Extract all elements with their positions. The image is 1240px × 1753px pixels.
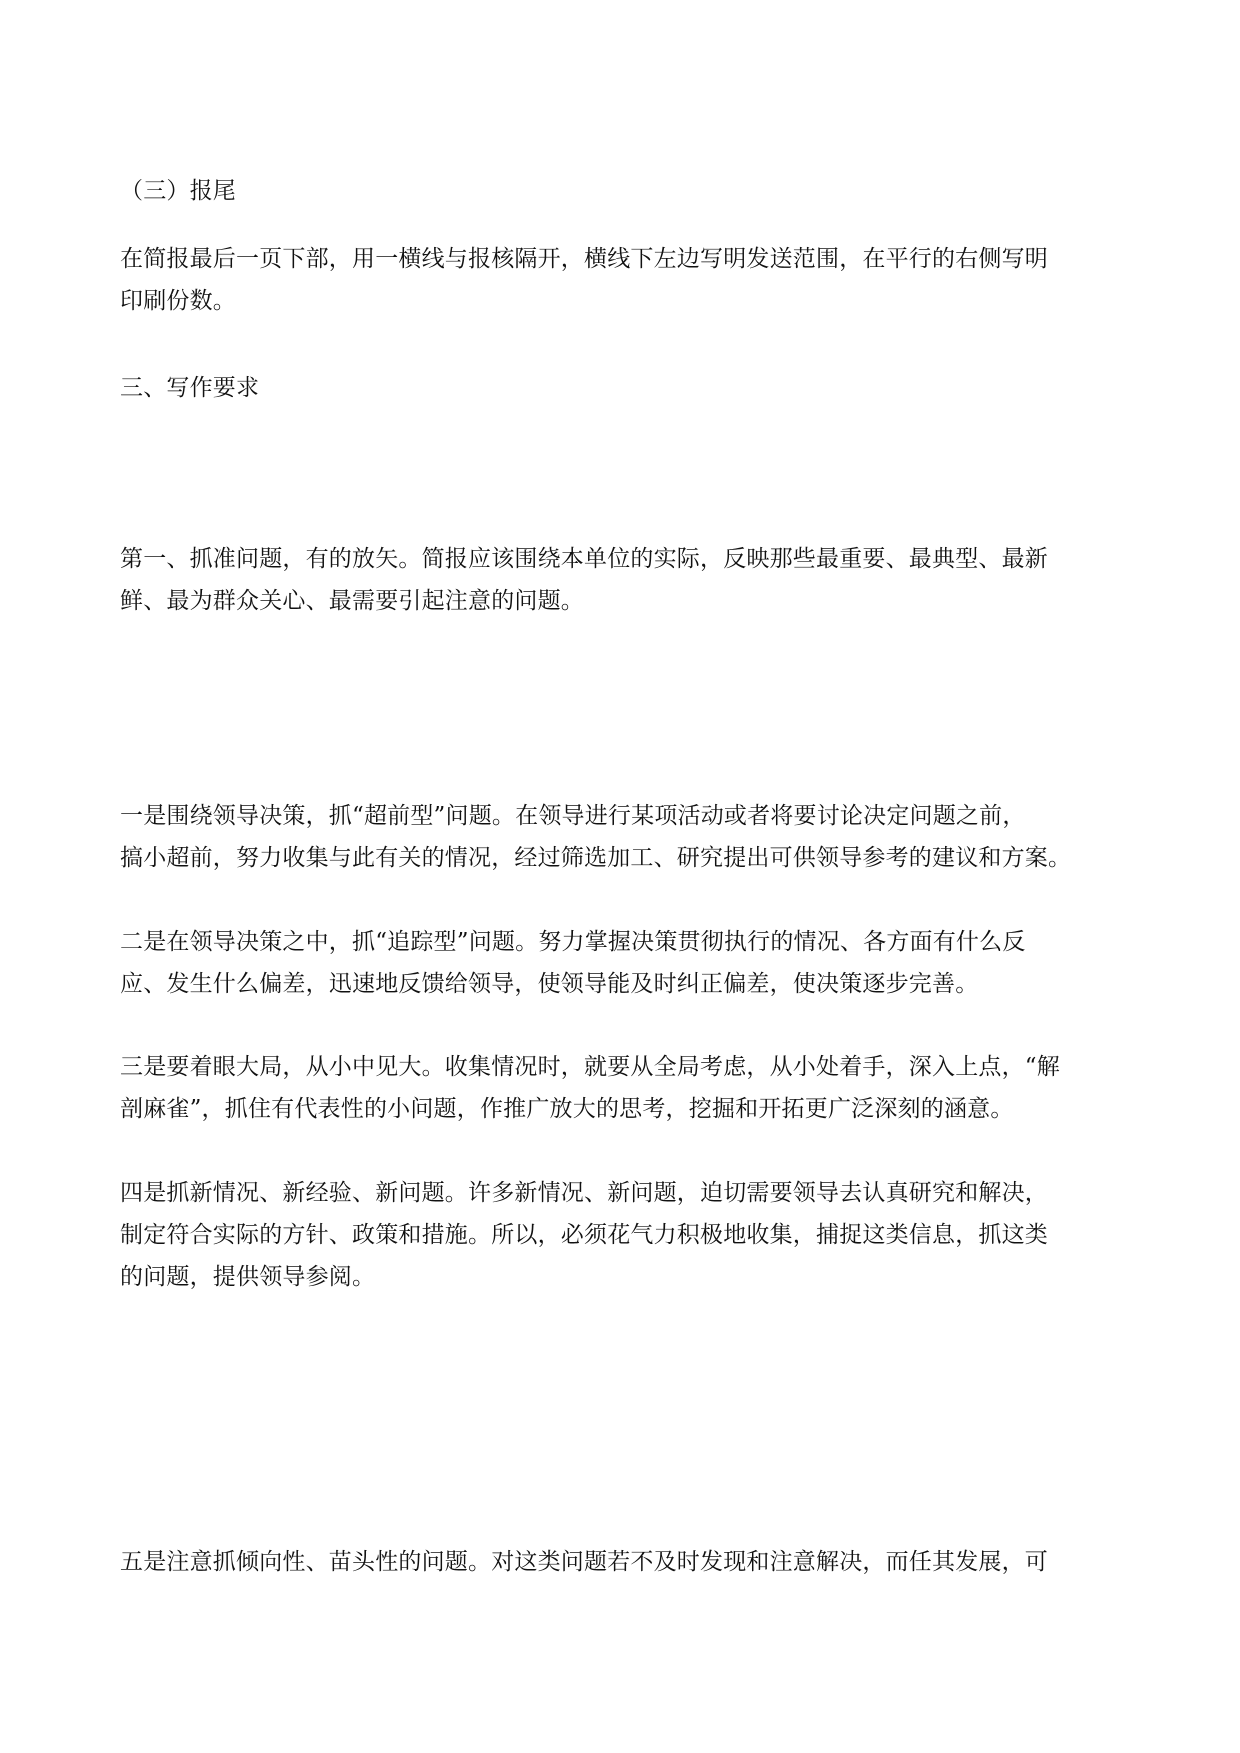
- paragraph-point-two: [120, 921, 1120, 1005]
- paragraph-line: 印刷份数。: [120, 288, 236, 314]
- paragraph-first-requirement: [120, 538, 1120, 622]
- heading-text: 三、写作要求: [120, 375, 260, 401]
- paragraph-line: 的问题，提供领导参阅。: [120, 1264, 376, 1290]
- paragraph-line: 应、发生什么偏差，迅速地反馈给领导，使领导能及时纠正偏差，使决策逐步完善。: [120, 971, 979, 997]
- paragraph-line: 三是要着眼大局，从小中见大。收集情况时，就要从全局考虑，从小处着手，深入上点，“解: [120, 1054, 1060, 1080]
- paragraph-point-three: [120, 1046, 1120, 1130]
- paragraph-line: 搞小超前，努力收集与此有关的情况，经过筛选加工、研究提出可供领导参考的建议和方案。: [120, 845, 1072, 871]
- paragraph-line: 鲜、最为群众关心、最需要引起注意的问题。: [120, 588, 584, 614]
- paragraph-line: 二是在领导决策之中，抓“追踪型”问题。努力掌握决策贯彻执行的情况、各方面有什么反: [120, 929, 1026, 955]
- paragraph-line: 制定符合实际的方针、政策和措施。所以，必须花气力积极地收集，捕捉这类信息，抓这类: [120, 1222, 1048, 1248]
- paragraph-footer-description: [120, 238, 1120, 322]
- section-heading-report-footer: [120, 170, 1120, 212]
- paragraph-line: 在简报最后一页下部，用一横线与报核隔开，横线下左边写明发送范围，在平行的右侧写明: [120, 246, 1048, 272]
- paragraph-line: 五是注意抓倾向性、苗头性的问题。对这类问题若不及时发现和注意解决，而任其发展，可: [120, 1549, 1048, 1575]
- section-heading-writing-requirements: [120, 367, 1120, 409]
- heading-text: （三）报尾: [120, 178, 236, 204]
- paragraph-line: 剖麻雀”，抓住有代表性的小问题，作推广放大的思考，挖掘和开拓更广泛深刻的涵意。: [120, 1096, 1014, 1122]
- paragraph-point-five: [120, 1541, 1120, 1583]
- paragraph-line: 一是围绕领导决策，抓“超前型”问题。在领导进行某项活动或者将要讨论决定问题之前，: [120, 803, 1026, 829]
- paragraph-point-one: [120, 795, 1120, 879]
- paragraph-line: 四是抓新情况、新经验、新问题。许多新情况、新问题，迫切需要领导去认真研究和解决，: [120, 1180, 1048, 1206]
- paragraph-point-four: [120, 1172, 1120, 1298]
- paragraph-line: 第一、抓准问题，有的放矢。简报应该围绕本单位的实际，反映那些最重要、最典型、最新: [120, 546, 1048, 572]
